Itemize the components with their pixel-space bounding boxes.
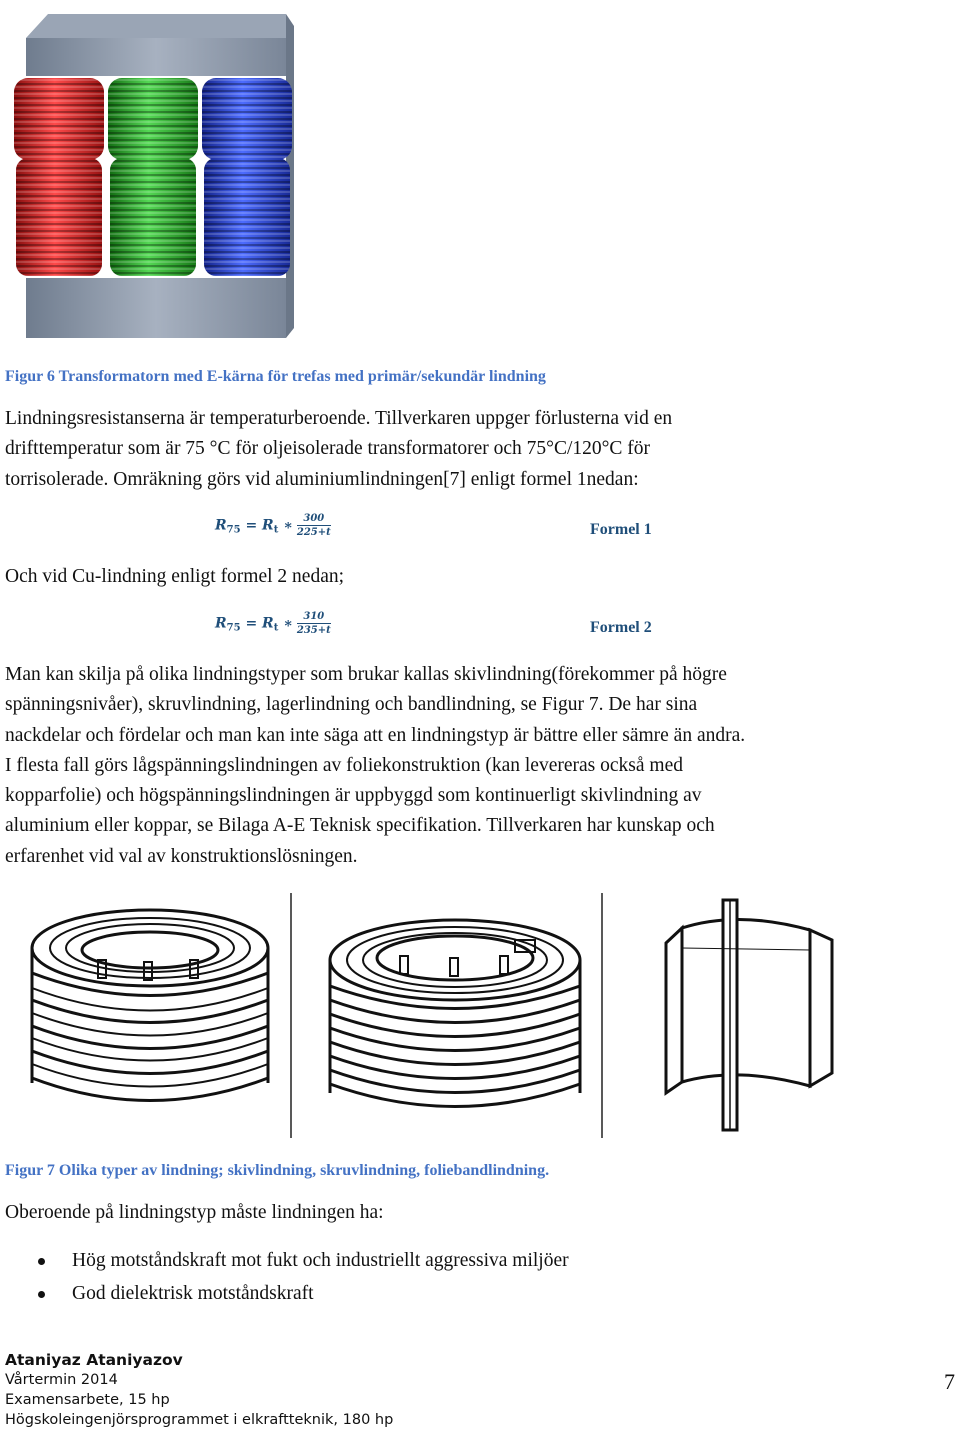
list-item (38, 1250, 569, 1272)
footer-program: Högskoleingenjörsprogrammet i elkraftteknik, 180 hp (5, 1412, 394, 1428)
winding-types-figure (20, 888, 860, 1143)
formula-2 (215, 611, 331, 636)
list-item (38, 1283, 314, 1305)
formula2-equals: = (245, 615, 258, 632)
formula-1 (215, 513, 331, 538)
core-bottom-yoke (26, 278, 286, 338)
paragraph-requirements: Oberoende på lindningstyp måste lindningen ha: (5, 1202, 384, 1223)
formula2-numerator: 310 (297, 611, 331, 624)
bullet-icon (38, 1258, 45, 1265)
page-number: 7 (944, 1369, 955, 1394)
para1-line1: Lindningsresistanserna är temperaturberoende. Tillverkaren uppger förlusterna vid en (5, 408, 673, 429)
paragraph-winding-types (5, 660, 955, 872)
page-footer (5, 1350, 393, 1430)
para1-line2: drifttemperatur som är 75 °C för oljeisolerade transformatorer och 75°C/120°C för (5, 438, 651, 460)
para3-line5: kopparfolie) och högspänningslindningen är uppbyggd som kontinuerligt skivlindning av (5, 785, 702, 807)
formula1-rhs: R (262, 517, 274, 534)
para3-line2: spänningsnivåer), skruvlindning, lagerlindning och bandlindning, se Figur 7. De har sina (5, 694, 698, 716)
red-winding (14, 78, 104, 276)
footer-term: Vårtermin 2014 (5, 1372, 118, 1388)
bullet-icon (38, 1291, 45, 1298)
formula2-lhs-sub: 75 (226, 622, 241, 634)
blue-winding (202, 78, 292, 276)
green-winding (108, 78, 198, 276)
formula2-multiply: ∗ (283, 615, 293, 632)
paragraph-temperature (5, 404, 955, 495)
figure6-caption: Figur 6 Transformatorn med E-kärna för trefas med primär/sekundär lindning (5, 368, 546, 385)
formula1-lhs-sub: 75 (226, 524, 241, 536)
paragraph-cu: Och vid Cu-lindning enligt formel 2 nedan; (5, 566, 345, 587)
formula2-rhs-sub: t (273, 622, 279, 634)
formula2-lhs: R (215, 615, 227, 632)
formula2-fraction (297, 611, 331, 636)
para3-line7: erfarenhet vid val av konstruktionslösningen. (5, 845, 358, 867)
list-item-text: God dielektrisk motståndskraft (72, 1283, 314, 1304)
para3-line4: I flesta fall görs lågspänningslindningen av foliekonstruktion (kan levereras också med (5, 754, 683, 776)
formula2-label: Formel 2 (590, 619, 652, 636)
disc-winding-illustration (32, 910, 268, 1101)
formula1-numerator: 300 (297, 513, 331, 526)
formula1-fraction (297, 513, 331, 538)
para3-line1: Man kan skilja på olika lindningstyper som brukar kallas skivlindning(förekommer på högre (5, 664, 727, 685)
figure7-caption: Figur 7 Olika typer av lindning; skivlindning, skruvlindning, foliebandlindning. (5, 1162, 550, 1179)
formula1-multiply: ∗ (283, 517, 293, 534)
transformer-figure (8, 8, 298, 343)
formula1-label: Formel 1 (590, 521, 652, 538)
formula1-lhs: R (215, 517, 227, 534)
formula1-equals: = (245, 517, 258, 534)
formula2-denominator: 235+t (296, 625, 331, 636)
helical-winding-illustration (330, 920, 580, 1107)
footer-author: Ataniyaz Ataniyazov (5, 1351, 183, 1369)
foil-winding-illustration (666, 900, 832, 1130)
footer-thesis: Examensarbete, 15 hp (5, 1392, 170, 1408)
formula2-rhs: R (262, 615, 274, 632)
formula1-denominator: 225+t (296, 527, 331, 538)
formula1-rhs-sub: t (273, 524, 279, 536)
core-top-bar (26, 38, 286, 76)
list-item-text: Hög motståndskraft mot fukt och industriellt aggressiva miljöer (72, 1250, 569, 1271)
para3-line6: aluminium eller koppar, se Bilaga A-E Teknisk specifikation. Tillverkaren har kunskap och (5, 815, 715, 837)
para1-line3: torrisolerade. Omräkning görs vid aluminiumlindningen[7] enligt formel 1nedan: (5, 468, 639, 490)
para3-line3: nackdelar och fördelar och man kan inte säga att en lindningstyp är bättre eller sämre än andra. (5, 724, 746, 746)
